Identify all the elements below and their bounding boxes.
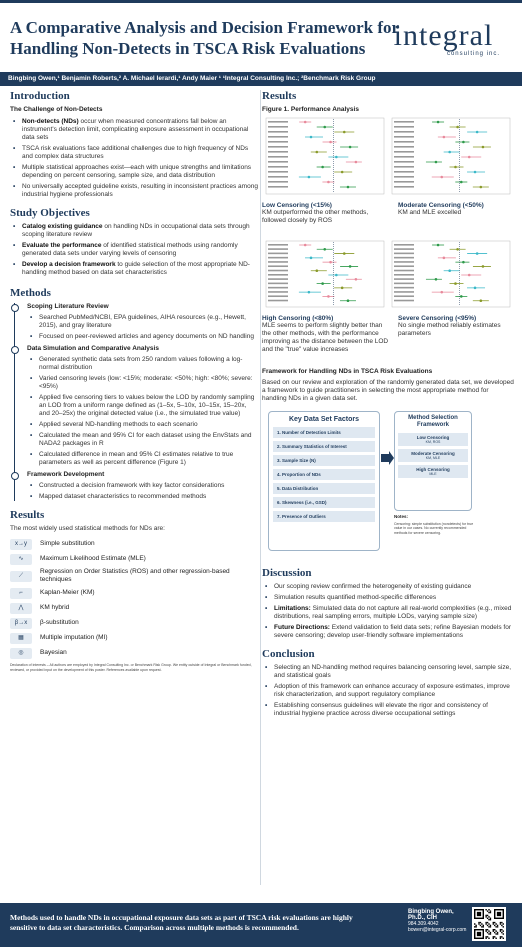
row-label [394,283,414,285]
author-bar: Bingbing Owen,¹ Benjamin Roberts,² A. Michael Ierardi,¹ Andy Maier ¹ ¹Integral Consulting Inc.; ²Benchmark Risk Group [0,72,522,86]
results-right-title: Results [262,90,297,102]
list-item: • Mapped dataset characteristics to recommended methods [27,493,258,501]
framework-head: Framework Development [15,471,258,478]
key-factors-title: Key Data Set Factors [288,416,360,423]
method-item [10,602,258,614]
estimate-point [349,146,352,149]
estimate-point [349,265,352,268]
method-item [10,617,258,629]
method-label: Simple substitution [40,540,95,547]
framework-paragraph: Based on our review and exploration of the randomly generated data set, we developed a framework to guide practitioners in selecting the most appropriate method for handling NDs in a given data set. [262,379,514,402]
estimate-point [462,141,465,144]
list-item: • TSCA risk evaluations face additional challenges due to high frequency of NDs and complex data structures [10,145,258,161]
method-selection-item: Moderate Censoring KM, MLE [398,449,468,462]
methods-timeline [14,303,258,501]
row-label [268,265,288,267]
row-label [268,295,288,297]
estimate-point [443,257,446,260]
row-label [268,257,288,259]
qr-code-icon[interactable] [472,907,506,941]
row-label [268,151,288,153]
panel-high-text: MLE seems to perform slightly better than the other methods, with the performance improving as the distance between the LOD and the "true" value increases [262,322,389,353]
contact-degree: Ph.D., CIH [408,915,438,921]
row-label [268,287,288,289]
list-item: • Focused on peer-reviewed articles and agency documents on ND handling [27,333,258,341]
right-column [262,90,514,721]
row-label [268,300,288,302]
estimate-point [437,121,440,124]
row-label [268,121,288,123]
row-label [268,161,288,163]
row-label [268,176,288,178]
method-selection-item: Low Censoring KM, ROS [398,433,468,446]
row-label [394,261,414,263]
row-label [394,278,414,280]
row-label [394,131,414,133]
discussion-list [262,583,514,640]
column-divider [260,90,261,885]
estimate-point [482,265,485,268]
estimate-point [435,161,438,164]
logo-wordmark: integral [393,19,494,52]
row-label [268,166,288,168]
list-item: • Establishing consensus guidelines will elevate the rigor and consistency of industrial hygiene practice across diverse occupational settings [262,702,514,718]
row-label [394,287,414,289]
method-icon: ⌐ [10,588,32,599]
list-item: • No universally accepted guideline exists, resulting in inconsistent practices among industrial hygiene professionals [10,183,258,199]
list-item: • Varied censoring levels (low: <15%; moderate: <50%; high: <80%; severe: <95%) [27,375,258,391]
row-label [268,274,288,276]
row-label [394,121,414,123]
estimate-point [355,161,358,164]
introduction-subhead: The Challenge of Non-Detects [10,106,103,113]
scoping-head: Scoping Literature Review [15,303,258,310]
introduction-list [10,118,258,199]
arrow-right-icon [380,451,394,465]
row-label [268,261,288,263]
estimate-point [343,131,346,134]
panel-high-label: High Censoring (<80%) [262,315,334,322]
method-label: Multiple imputation (MI) [40,634,108,641]
method-icon: ▦ [10,633,32,644]
estimate-point [308,176,311,179]
estimate-point [456,126,459,129]
framework-title: Framework for Handling NDs in TSCA Risk Evaluations [262,368,433,375]
estimate-point [460,295,463,298]
method-label: Maximum Likelihood Estimate (MLE) [40,555,146,562]
estimate-point [476,252,479,255]
row-label [268,248,288,250]
method-item [10,553,258,565]
conclusion-list [262,664,514,718]
estimate-point [440,176,443,179]
method-label: Bayesian [40,649,67,656]
simulation-head: Data Simulation and Comparative Analysis [15,345,258,352]
list-item: • Develop a decision framework to guide selection of the most appropriate ND-handling method based on data set characteristics [10,261,258,277]
estimate-point [435,278,438,281]
method-selection-box [394,411,472,511]
row-label [268,291,288,293]
estimate-point [448,151,451,154]
estimate-point [454,166,457,169]
estimate-point [310,257,313,260]
method-item [10,587,258,599]
row-label [268,141,288,143]
estimate-point [454,282,457,285]
list-item: • Searched PubMed/NCBI, EPA guidelines, AIHA resources (e.g., Hewett, 2015), and gray literature [27,314,258,330]
list-item: • Our scoping review confirmed the heterogeneity of existing guidance [262,583,514,591]
left-column [10,90,258,672]
framework-notes [394,515,476,535]
method-label: β-substitution [40,619,79,626]
row-label [268,156,288,158]
method-icon: ∿ [10,554,32,565]
row-label [394,186,414,188]
estimate-point [329,141,332,144]
method-selection-title: Method Selection Framework [408,415,458,428]
results-left-title: Results [10,509,45,521]
method-icon: ⋀ [10,603,32,614]
row-label [394,270,414,272]
row-label [268,244,288,246]
estimate-point [480,186,483,189]
row-label [268,146,288,148]
estimate-point [474,287,477,290]
row-label [394,248,414,250]
estimate-point [316,151,319,154]
performance-chart-top [262,116,514,198]
methods-title: Methods [10,287,51,299]
row-label [268,136,288,138]
estimate-point [304,244,307,247]
estimate-point [321,282,324,285]
row-label [394,146,414,148]
estimate-point [335,156,338,159]
estimate-point [310,136,313,139]
row-label [394,151,414,153]
contact-phone: 984.309.4042 [408,921,439,927]
panel-moderate-text: KM and MLE excelled [398,209,462,216]
estimate-point [329,261,332,264]
estimate-point [474,171,477,174]
list-item: • Constructed a decision framework with key factor considerations [27,482,258,490]
row-label [268,270,288,272]
row-label [394,136,414,138]
contact-info [408,909,466,933]
row-label [268,131,288,133]
panel-low-text: KM outperformed the other methods, followed closely by ROS [262,209,369,224]
row-label [394,244,414,246]
method-label: Regression on Order Statistics (ROS) and other regression-based techniques [40,568,230,583]
method-icon: ⟋ [10,571,32,582]
estimate-point [347,299,350,302]
results-intro: The most widely used statistical methods for NDs are: [10,525,165,532]
method-label: Kaplan-Meier (KM) [40,589,95,596]
estimate-point [437,244,440,247]
row-label [394,300,414,302]
key-message: Methods used to handle NDs in occupational exposure data sets as part of TSCA risk evaluations are highly sensitive to data set characteristics. Comparison across multiple methods is recommended. [10,913,353,932]
key-factor-item: 7. Presence of Outliers [273,511,375,522]
panel-moderate-label: Moderate Censoring (<50%) [398,202,484,209]
estimate-point [343,252,346,255]
estimate-point [476,131,479,134]
simulation-list [27,356,258,467]
method-list [10,538,258,659]
row-label [268,283,288,285]
declaration-footnote: Declaration of interests – All authors are employed by Integral Consulting Inc. or Benchmark Risk Group. We entity outside of Integral or Benchmark funded, reviewed, or provided input on the development of this poster. References available upon request. [10,663,252,672]
list-item: • Applied several ND-handling methods to each scenario [27,421,258,429]
row-label [268,181,288,183]
list-item: • Applied five censoring tiers to values below the LOD by randomly sampling an LOD from a uniform range defined as (1–5x, 5–10x, 10–15x, 15–20x, and 20–25x) the original detected value (i.e., the simulated true value) [27,394,258,418]
row-label [394,176,414,178]
list-item: • Selecting an ND-handling method requires balancing censoring level, sample size, and statistical goals [262,664,514,680]
estimate-point [341,287,344,290]
row-label [394,274,414,276]
row-label [394,126,414,128]
list-item: • Future Directions: Extend validation to field data sets; refine Bayesian models for severe censoring; develop user-friendly software implementations [262,624,514,640]
method-item [10,538,258,550]
row-label [268,171,288,173]
scoping-list [27,314,258,341]
estimate-point [443,136,446,139]
estimate-point [335,274,338,277]
estimate-point [468,156,471,159]
row-label [394,295,414,297]
estimate-point [327,295,330,298]
estimate-point [440,291,443,294]
estimate-point [316,269,319,272]
key-factor-item: 5. Data Distribution [273,483,375,494]
estimate-point [321,166,324,169]
estimate-point [323,126,326,129]
estimate-point [468,274,471,277]
row-label [268,126,288,128]
method-item [10,632,258,644]
framework-diagram [262,411,514,561]
list-item: • Limitations: Simulated data do not capture all real-world complexities (e.g., mixed distributions, real sampling errors, multiple LODs, varying sample size) [262,605,514,621]
key-factor-item: 4. Proportion of NDs [273,469,375,480]
estimate-point [327,181,330,184]
contact-name: Bingbing Owen, [408,909,454,915]
list-item: • Catalog existing guidance on handling NDs in occupational data sets through scoping literature review [10,223,258,239]
footer-bar [0,903,522,947]
row-label [394,181,414,183]
key-factor-item: 1. Number of Detection Limits [273,427,375,438]
method-selection-item: High Censoring MLE [398,465,468,478]
list-item: • Adoption of this framework can enhance accuracy of exposure estimates, improve risk characterization, and support regulatory compliance [262,683,514,699]
list-item: • Generated synthetic data sets from 250 random values following a log-normal distribution [27,356,258,372]
row-label [394,291,414,293]
key-factor-item: 2. Summary Statistics of Interest [273,441,375,452]
estimate-point [347,186,350,189]
method-item [10,647,258,659]
row-label [268,186,288,188]
row-label [268,253,288,255]
framework-list [27,482,258,501]
estimate-point [308,291,311,294]
row-label [394,161,414,163]
logo-subtitle: consulting inc. [446,51,500,57]
key-factor-item: 3. Sample Size (N) [273,455,375,466]
estimate-point [448,269,451,272]
list-item: • Calculated the mean and 95% CI for each dataset using the EnvStats and NADA2 packages in R [27,432,258,448]
row-label [394,171,414,173]
panel-severe-text: No single method reliably estimates parameters [398,322,501,337]
list-item: • Simulation results quantified method-specific differences [262,594,514,602]
integral-logo [387,21,500,57]
row-label [394,141,414,143]
list-item: • Calculated difference in mean and 95% CI estimates relative to true parameters as well as percent difference (Figure 1) [27,451,258,467]
notes-text: Censoring: simple substitution (nondetects) for true value in our cases. No currently recommended methods for severe censoring. [394,521,474,535]
method-icon: ◎ [10,648,32,659]
estimate-point [355,278,358,281]
estimate-point [341,171,344,174]
performance-chart-bottom [262,239,514,311]
row-label [394,253,414,255]
figure-caption: Figure 1. Performance Analysis [262,106,359,113]
estimate-point [323,248,326,251]
method-item [10,568,258,584]
row-label [394,156,414,158]
conclusion-title: Conclusion [262,648,315,660]
objectives-title: Study Objectives [10,207,90,219]
discussion-title: Discussion [262,567,312,579]
notes-title: Notes: [394,514,409,519]
estimate-point [480,299,483,302]
estimate-point [460,181,463,184]
method-icon: β→x [10,618,32,629]
poster-title: A Comparative Analysis and Decision Framework for Handling Non-Detects in TSCA Risk Evaluations [10,18,399,58]
row-label [268,278,288,280]
objectives-list [10,223,258,277]
panel-severe-label: Severe Censoring (<95%) [398,315,477,322]
contact-email[interactable]: bowen@integral-corp.com [408,927,467,933]
row-label [394,265,414,267]
estimate-point [456,248,459,251]
key-factor-item: 6. Skewness (i.e., GSD) [273,497,375,508]
list-item: • Evaluate the performance of identified statistical methods using randomly generated data sets under varying levels of censoring [10,242,258,258]
estimate-point [482,146,485,149]
row-label [394,166,414,168]
introduction-title: Introduction [10,90,70,102]
poster-header [0,0,522,72]
panel-low-label: Low Censoring (<15%) [262,202,332,209]
method-label: KM hybrid [40,604,70,611]
list-item: • Multiple statistical approaches exist—each with unique strengths and limitations depending on percent censoring, sample size, and data distribution [10,164,258,180]
estimate-point [462,261,465,264]
estimate-point [304,121,307,124]
key-factors-box [268,411,380,551]
row-label [394,257,414,259]
method-icon: x→y [10,539,32,550]
list-item: • Non-detects (NDs) occur when measured concentrations fall below an instrument's detection limit, complicating exposure assessment in occupational data sets [10,118,258,142]
